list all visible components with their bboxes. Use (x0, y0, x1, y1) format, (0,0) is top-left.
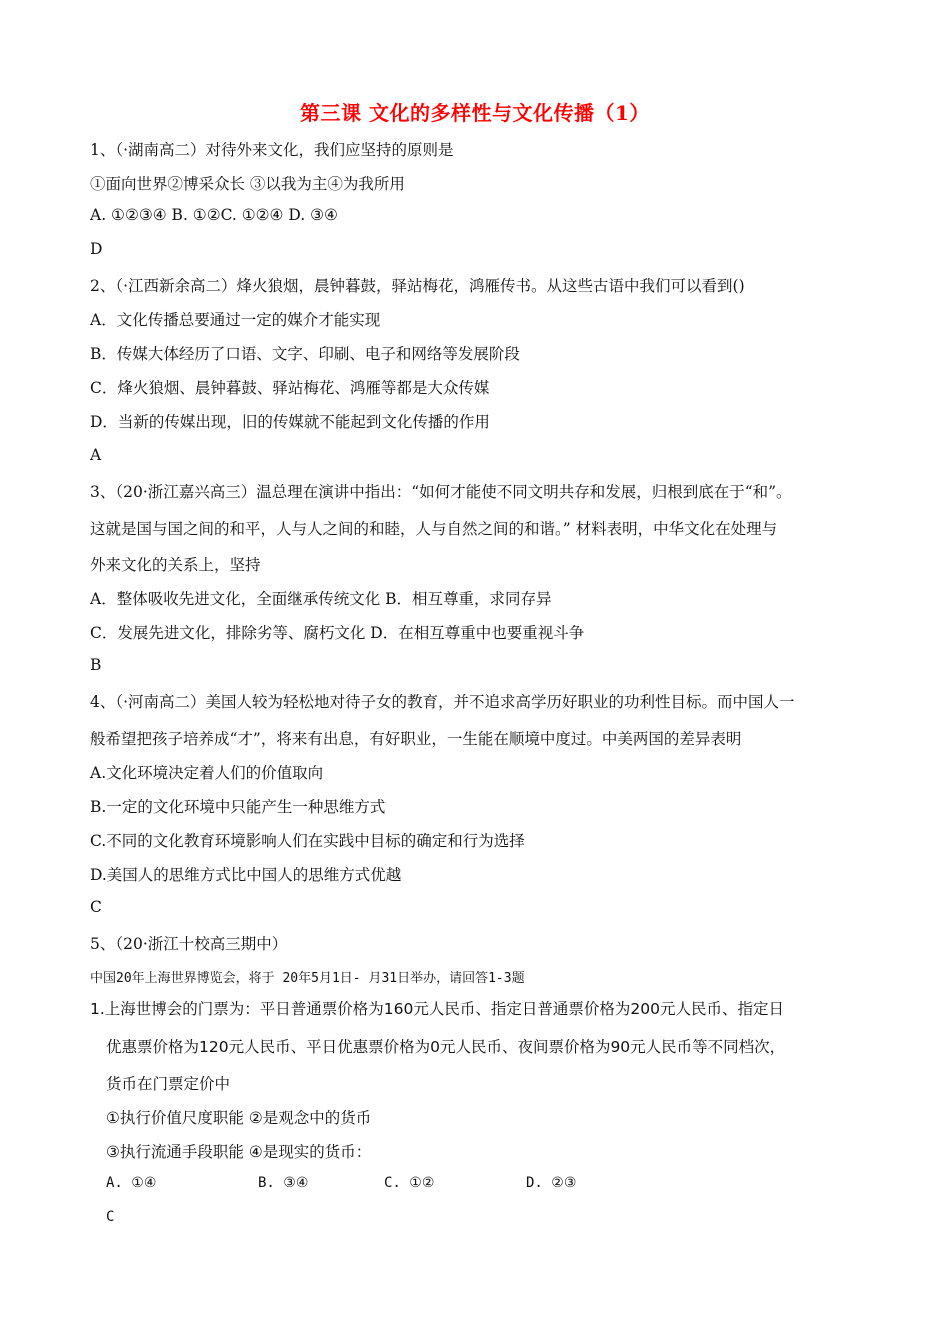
q5-items-line1: ①执行价值尺度职能 ②是观念中的货币 (106, 1109, 372, 1127)
q5-items-line2: ③执行流通手段职能 ④是现实的货币： (106, 1143, 372, 1161)
q4-answer: C (90, 898, 102, 916)
q5-intro: 中国20年上海世界博览会，将于 20年5月1日- 月31日举办，请回答1-3题 (90, 971, 525, 986)
q5-stem: 5、（20·浙江十校高三期中） (90, 935, 288, 953)
q1-answer: D (90, 240, 103, 258)
q5-sub1-line1: 1.上海世博会的门票为：平日普通票价格为160元人民币、指定日普通票价格为200元人民币、指定日 (90, 1000, 784, 1018)
page-title: 第三课 文化的多样性与文化传播（1） (300, 101, 650, 125)
q4-option-a: A.文化环境决定着人们的价值取向 (90, 764, 324, 782)
q5-sub1-line3: 货币在门票定价中 (106, 1075, 231, 1093)
q4-option-b: B.一定的文化环境中只能产生一种思维方式 (90, 798, 386, 816)
q2-option-a: A．文化传播总要通过一定的媒介才能实现 (90, 311, 381, 329)
q4-option-c: C.不同的文化教育环境影响人们在实践中目标的确定和行为选择 (90, 832, 525, 850)
q2-stem: 2、（·江西新余高二）烽火狼烟，晨钟暮鼓，驿站梅花，鸿雁传书。从这些古语中我们可以看到() (90, 277, 745, 295)
q3-options-cd: C．发展先进文化，排除劣等、腐朽文化 D．在相互尊重中也要重视斗争 (90, 624, 585, 642)
q5-answer: C (106, 1209, 115, 1225)
q3-stem-line3: 外来文化的关系上，坚持 (90, 556, 261, 574)
q5-option-d: D. ②③ (526, 1175, 577, 1191)
q5-option-c: C. ①② (384, 1175, 435, 1191)
q5-sub1-line2: 优惠票价格为120元人民币、平日优惠票价格为0元人民币、夜间票价格为90元人民币等不同档次， (106, 1038, 786, 1056)
q2-option-d: D．当新的传媒出现，旧的传媒就不能起到文化传播的作用 (90, 413, 490, 431)
q4-stem-line2: 般希望把孩子培养成“才”，将来有出息，有好职业，一生能在顺境中度过。中美两国的差异表明 (90, 730, 742, 748)
q1-stem: 1、（·湖南高二）对待外来文化，我们应坚持的原则是 (90, 141, 454, 159)
q5-option-a: A. ①④ (106, 1175, 157, 1191)
q2-answer: A (90, 446, 102, 464)
q4-option-d: D.美国人的思维方式比中国人的思维方式优越 (90, 866, 402, 884)
q3-stem-line1: 3、（20·浙江嘉兴高三）温总理在演讲中指出：“如何才能使不同文明共存和发展，归根到底在于“和”。 (90, 483, 792, 501)
q5-option-b: B. ③④ (258, 1175, 309, 1191)
q2-option-c: C．烽火狼烟、晨钟暮鼓、驿站梅花、鸿雁等都是大众传媒 (90, 379, 490, 397)
q3-options-ab: A．整体吸收先进文化，全面继承传统文化 B．相互尊重，求同存异 (90, 590, 552, 608)
q3-stem-line2: 这就是国与国之间的和平，人与人之间的和睦，人与自然之间的和谐。” 材料表明，中华文化在处理与 (90, 520, 778, 538)
q4-stem-line1: 4、（·河南高二）美国人较为轻松地对待子女的教育，并不追求高学历好职业的功利性目标。而中国人一 (90, 693, 795, 711)
q2-option-b: B．传媒大体经历了口语、文字、印刷、电子和网络等发展阶段 (90, 345, 520, 363)
q1-options: A. ①②③④ B. ①②C. ①②④ D. ③④ (90, 206, 338, 224)
q3-answer: B (90, 656, 102, 674)
q1-items: ①面向世界②博采众长 ③以我为主④为我所用 (90, 175, 405, 193)
